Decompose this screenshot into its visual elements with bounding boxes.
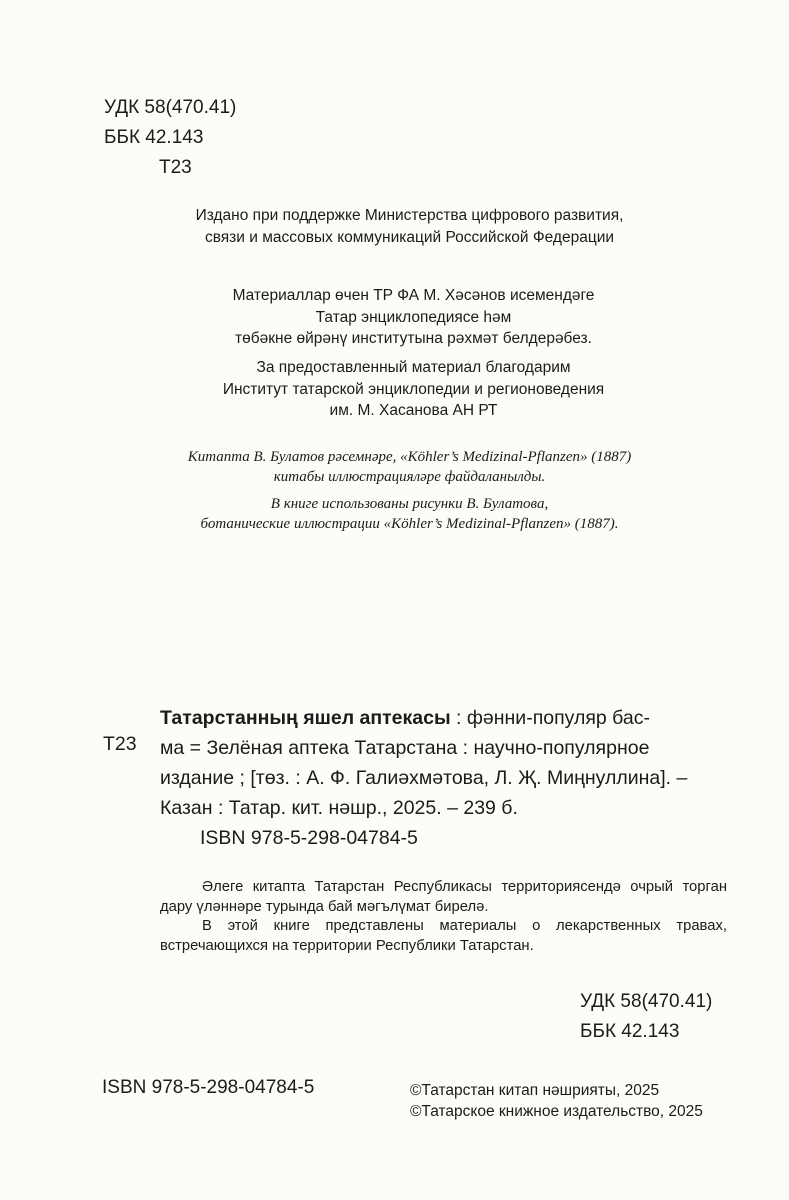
illustrations-tatar-line: китабы иллюстрацияләре файдаланылды. <box>273 469 546 485</box>
book-title: Татарстанның яшел аптекасы <box>160 707 451 729</box>
catalog-author-mark: Т23 <box>103 733 137 755</box>
annotation-tatar: Әлеге китапта Татарстан Республикасы территориясендә очрый торган дару үләннәре турында бай мәгълүмат бирелә. <box>160 879 727 915</box>
thanks-tatar-line: төбәкне өйрәнү институтына рәхмәт белдерәбез. <box>235 330 592 347</box>
udk-code: УДК 58(470.41) <box>104 97 237 118</box>
thanks-tatar <box>0 285 789 350</box>
support-note-line: связи и массовых коммуникаций Российской Федерации <box>204 228 615 246</box>
copyright-russian: ©Татарское книжное издательство, 2025 <box>410 1103 703 1120</box>
thanks-russian <box>0 357 789 422</box>
copyright-block <box>410 1080 703 1122</box>
isbn-bottom: ISBN 978-5-298-04784-5 <box>102 1077 315 1098</box>
illustrations-note-tatar <box>0 447 789 487</box>
catalog-line-2: ма = Зелёная аптека Татарстана : научно-популярное <box>160 737 650 759</box>
support-note <box>0 205 789 248</box>
illustrations-russian-line: ботанические иллюстрации «Köhler’s Medizinal-Pflanzen» (1887). <box>200 516 619 532</box>
thanks-russian-line: За предоставленный материал благодарим <box>256 359 571 376</box>
catalog-record <box>160 703 728 853</box>
bottom-bbk-code: ББК 42.143 <box>580 1021 680 1042</box>
bottom-classification-codes <box>580 987 712 1047</box>
catalog-isbn: ISBN 978-5-298-04784-5 <box>200 827 418 849</box>
annotation <box>160 878 727 956</box>
thanks-tatar-line: Татар энциклопедиясе һәм <box>315 308 512 326</box>
annotation-russian: В этой книге представлены материалы о лекарственных травах, встречающихся на территории Республики Татарстан. <box>160 918 727 954</box>
catalog-line-1-rest: : фәнни-популяр бас- <box>450 707 650 729</box>
illustrations-russian-line: В книге использованы рисунки В. Булатова, <box>270 496 549 512</box>
thanks-russian-line: им. М. Хасанова АН РТ <box>329 402 498 419</box>
bottom-udk-code: УДК 58(470.41) <box>580 991 713 1012</box>
bbk-code: ББК 42.143 <box>104 127 204 148</box>
support-note-line: Издано при поддержке Министерства цифрового развития, <box>195 207 624 224</box>
illustrations-tatar-line: Китапта В. Булатов рәсемнәре, «Köhler’s Medizinal-Pflanzen» (1887) <box>187 449 632 465</box>
author-mark: Т23 <box>159 157 192 178</box>
catalog-line-3: издание ; [төз. : А. Ф. Галиәхмәтова, Л. Җ. Миңнуллина]. – <box>160 767 688 789</box>
thanks-tatar-line: Материаллар өчен ТР ФА М. Хәсәнов исемендәге <box>232 287 595 304</box>
catalog-line-1 <box>160 703 728 733</box>
top-classification-codes <box>104 93 236 183</box>
copyright-tatar: ©Татарстан китап нәшрияты, 2025 <box>410 1082 660 1099</box>
thanks-russian-line: Институт татарской энциклопедии и регионоведения <box>222 380 605 398</box>
catalog-line-4: Казан : Татар. кит. нәшр., 2025. – 239 б. <box>160 797 518 819</box>
illustrations-note-russian <box>0 494 789 534</box>
